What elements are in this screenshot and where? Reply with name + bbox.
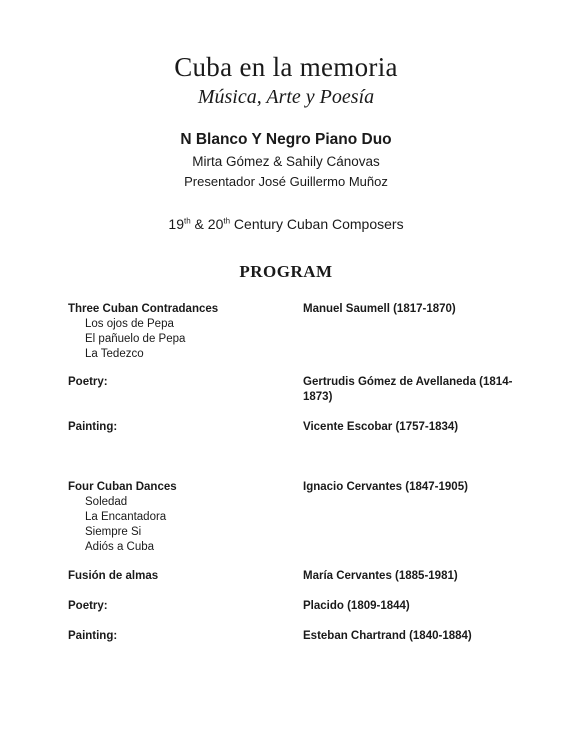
century-20-suffix: th: [223, 216, 231, 226]
piece-title: Siempre Si: [85, 526, 142, 538]
program-item-title: Four Cuban Dances: [68, 481, 177, 493]
presenter: Presentador José Guillermo Muñoz: [184, 174, 388, 189]
program-item-credit: Vicente Escobar (1757-1834): [303, 421, 459, 433]
program-item-left: [68, 302, 288, 362]
program-item-left: [68, 599, 288, 614]
century-and: &: [190, 216, 208, 232]
program-item-credit: Gertrudis Gómez de Avellaneda (1814-1873): [303, 376, 513, 403]
program-item-title: Painting:: [68, 630, 118, 642]
program-item-left: [68, 375, 288, 390]
program-item-left: [68, 480, 288, 555]
piece-title: El pañuelo de Pepa: [85, 333, 186, 345]
piece-title: Adiós a Cuba: [85, 541, 155, 553]
program-item-title: Poetry:: [68, 600, 108, 612]
program-item-credit: Esteban Chartrand (1840-1884): [303, 630, 472, 642]
program-item-left: [68, 420, 288, 435]
performers: Mirta Gómez & Sahily Cánovas: [192, 154, 380, 169]
century-20: 20: [207, 216, 224, 232]
century-19-suffix: th: [184, 216, 191, 226]
piece-title: La Encantadora: [85, 511, 167, 523]
program-item-title: Fusión de almas: [68, 570, 159, 582]
program-heading: PROGRAM: [239, 262, 333, 281]
century-line: [0, 216, 572, 232]
program-item-credit: Ignacio Cervantes (1847-1905): [303, 481, 468, 493]
program-item-title: Poetry:: [68, 376, 108, 388]
program-item-left: [68, 569, 288, 584]
page-subtitle: Música, Arte y Poesía: [197, 86, 375, 108]
piece-title: La Tedezco: [85, 348, 144, 360]
program-item-credit: Placido (1809-1844): [303, 600, 410, 612]
program-item-title: Painting:: [68, 421, 118, 433]
program-item-title: Three Cuban Contradances: [68, 303, 219, 315]
ensemble-name: N Blanco Y Negro Piano Duo: [180, 131, 392, 148]
program-item-credit: Manuel Saumell (1817-1870): [303, 303, 456, 315]
century-19: 19: [168, 216, 184, 232]
program-item-left: [68, 629, 288, 644]
program-item-credit: María Cervantes (1885-1981): [303, 570, 458, 582]
century-rest: Century Cuban Composers: [230, 216, 404, 232]
page-title: Cuba en la memoria: [174, 52, 398, 82]
piece-title: Los ojos de Pepa: [85, 318, 174, 330]
piece-title: Soledad: [85, 496, 128, 508]
